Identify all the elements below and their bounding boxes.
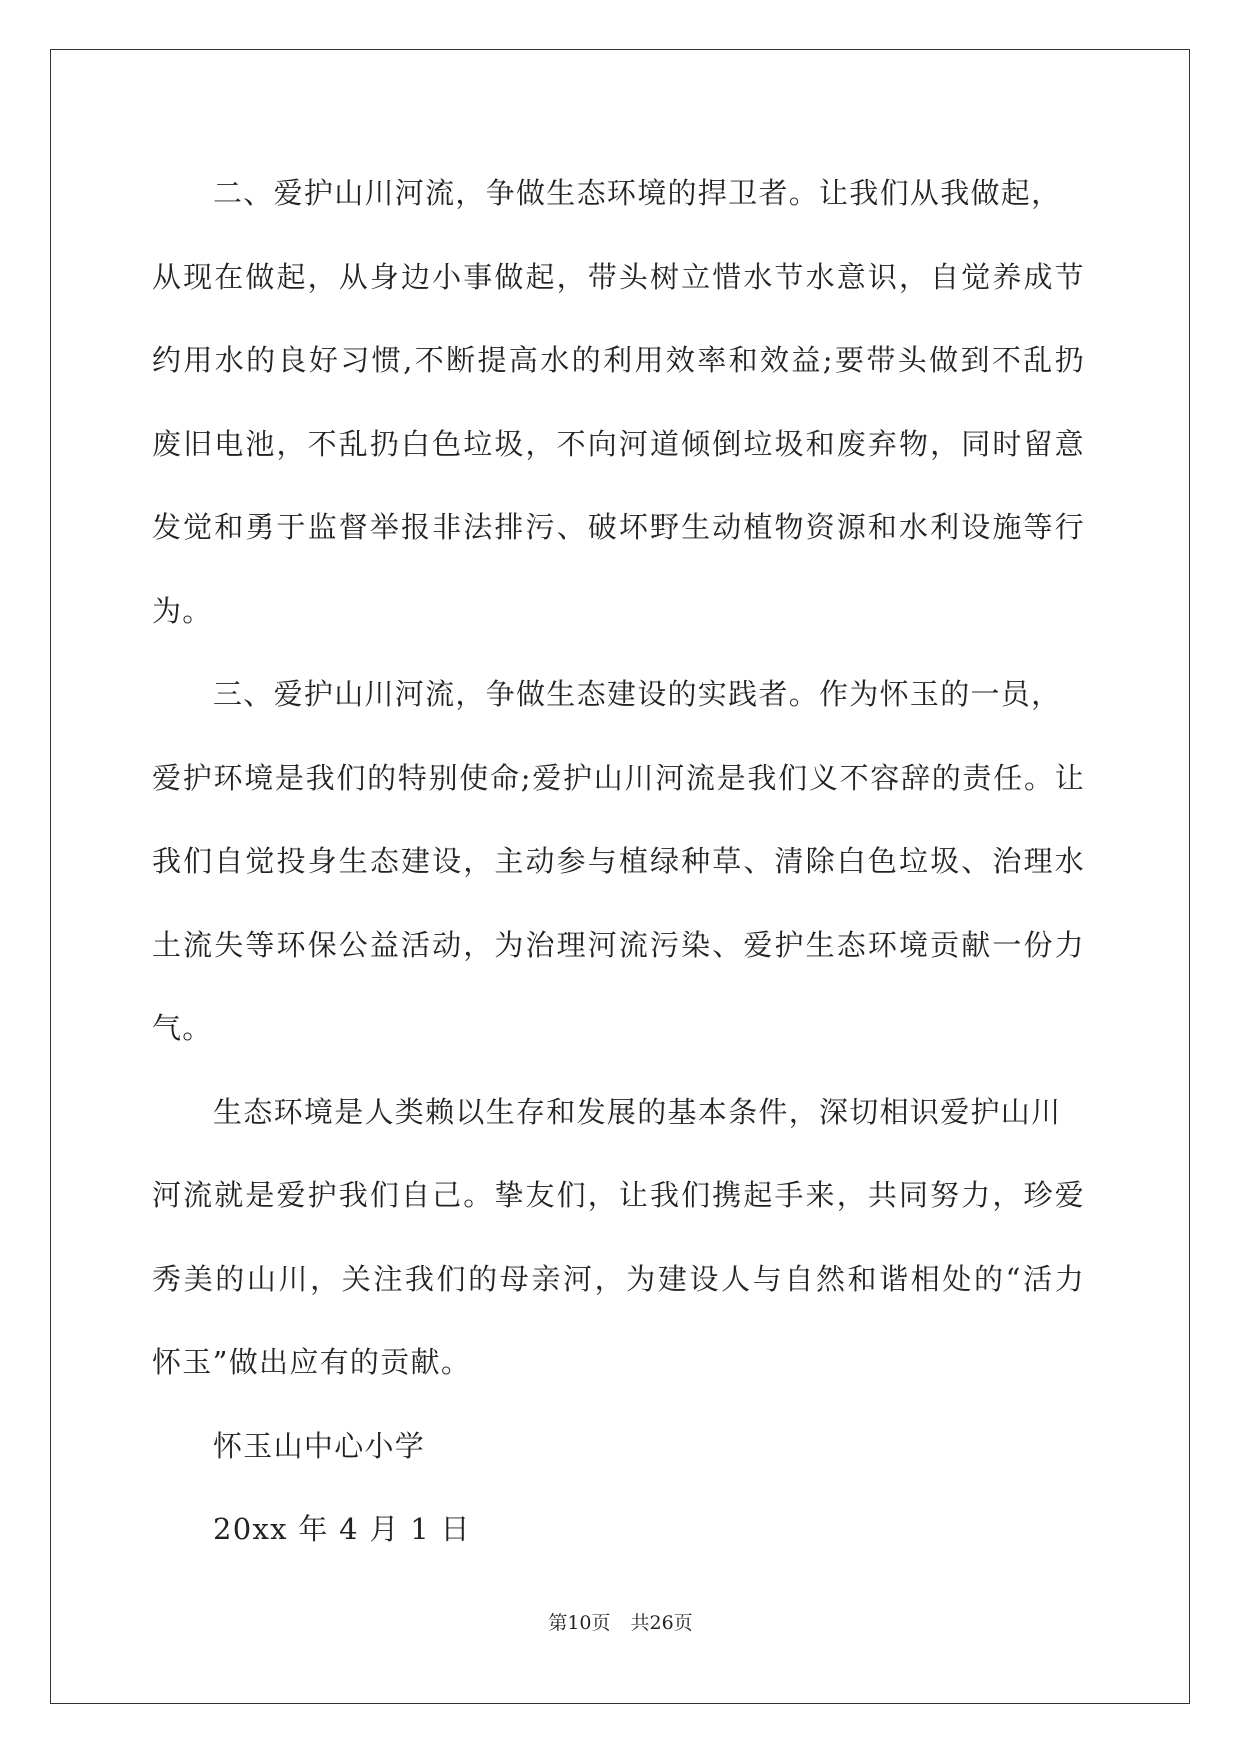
page-footer (0, 1608, 1241, 1635)
paragraph-4-line-2: 河流就是爱护我们自己。挚友们，让我们携起手来，共同努力，珍爱 (152, 1178, 1085, 1212)
paragraph-3-line-1: 三、爱护山川河流，争做生态建设的实践者。作为怀玉的一员， (213, 677, 1062, 711)
paragraph-3-line-4: 土流失等环保公益活动，为治理河流污染、爱护生态环境贡献一份力 (152, 927, 1085, 962)
paragraph-4-line-4: 怀玉”做出应有的贡献。 (152, 1345, 472, 1379)
paragraph-3-line-5: 气。 (152, 1011, 213, 1045)
document-body (152, 152, 1085, 1572)
paragraph-4-line-3: 秀美的山川，关注我们的母亲河，为建设人与自然和谐相处的“活力 (152, 1261, 1085, 1296)
paragraph-2-line-6: 为。 (152, 593, 213, 628)
date: 20xx 年 4 月 1 日 (213, 1512, 471, 1546)
paragraph-2-line-1: 二、爱护山川河流，争做生态环境的捍卫者。让我们从我做起， (213, 176, 1062, 210)
paragraph-2-line-4: 废旧电池，不乱扔白色垃圾，不向河道倾倒垃圾和废弃物，同时留意 (152, 426, 1085, 461)
signature: 怀玉山中心小学 (213, 1428, 426, 1463)
paragraph-3-line-2: 爱护环境是我们的特别使命;爱护山川河流是我们义不容辞的责任。让 (152, 760, 1085, 795)
paragraph-2-line-3: 约用水的良好习惯,不断提高水的利用效率和效益;要带头做到不乱扔 (152, 343, 1085, 377)
paragraph-4-line-1: 生态环境是人类赖以生存和发展的基本条件，深切相识爱护山川 (213, 1094, 1062, 1129)
paragraph-2-line-2: 从现在做起，从身边小事做起，带头树立惜水节水意识，自觉养成节 (152, 259, 1085, 294)
paragraph-2-line-5: 发觉和勇于监督举报非法排污、破坏野生动植物资源和水利设施等行 (152, 510, 1085, 544)
paragraph-3-line-3: 我们自觉投身生态建设，主动参与植绿种草、清除白色垃圾、治理水 (152, 844, 1085, 878)
page-total: 共26页 (630, 1612, 693, 1634)
page-number: 第10页 (548, 1612, 611, 1634)
